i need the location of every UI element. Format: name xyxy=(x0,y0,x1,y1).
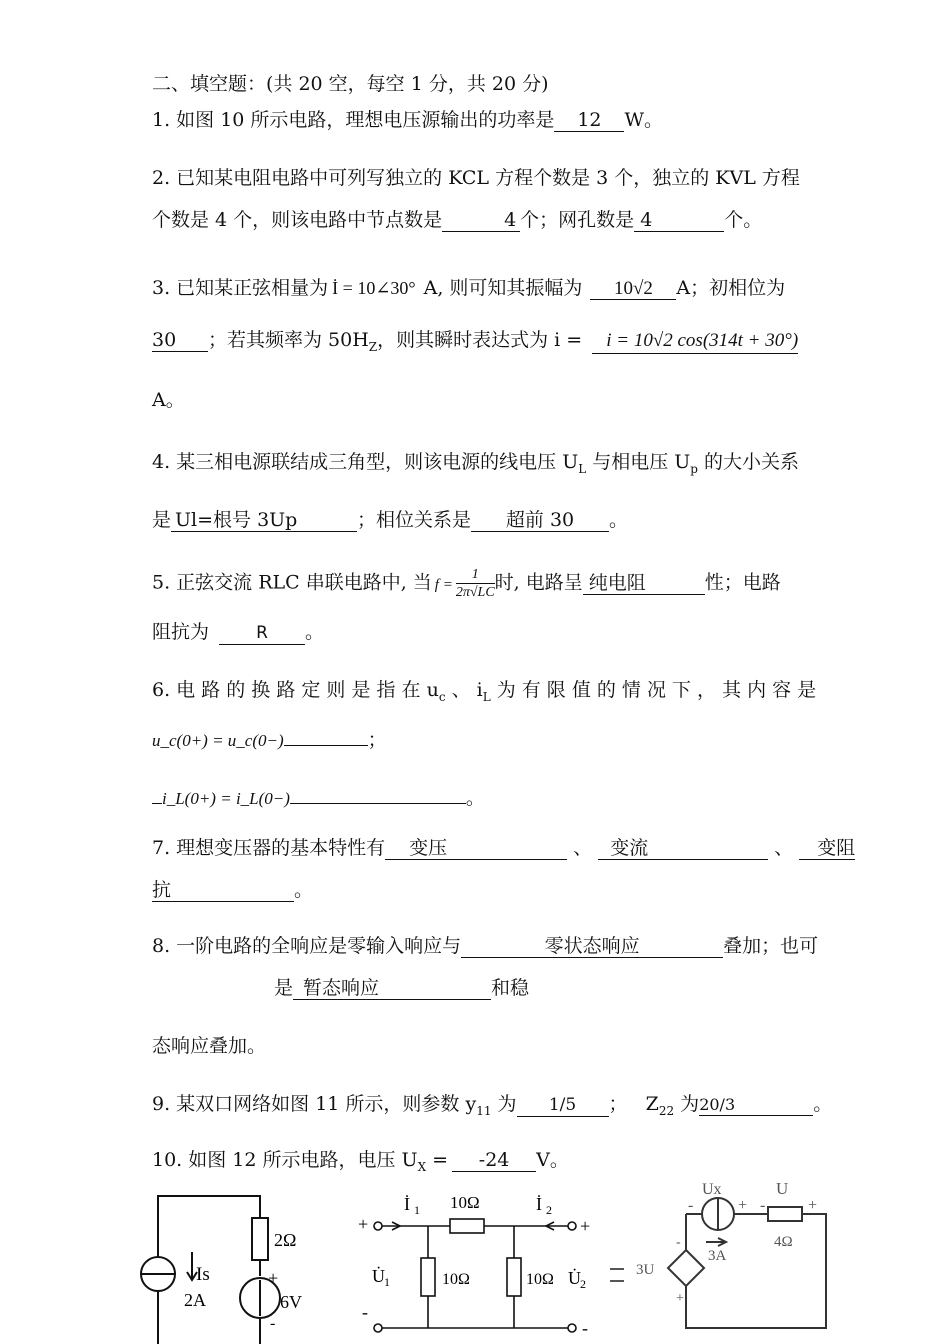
q4-answer-magnitude: Ul=根号 3Up xyxy=(171,510,357,532)
q5-answer-nature: 纯电阻 xyxy=(583,573,705,595)
question-2-line1: 2. 已知某电阻电路中可列写独立的 KCL 方程个数是 3 个，独立的 KVL 方程 xyxy=(152,167,800,189)
question-3-line3: A。 xyxy=(152,389,185,411)
q7-answer-3b: 抗 xyxy=(152,880,294,902)
q1-text: 1. 如图 10 所示电路，理想电压源输出的功率是 xyxy=(152,109,555,131)
q7-answer-3a: 变阻 xyxy=(799,838,855,860)
q3-text-a: 3. 已知某正弦相量为 xyxy=(152,277,329,299)
fig11-u1: U̇ xyxy=(372,1266,385,1286)
q3-text-e: ，则其瞬时表达式为 i = xyxy=(377,329,583,351)
q4-sub-p: p xyxy=(690,461,698,476)
q2-text-c: 个。 xyxy=(724,209,763,231)
fig12-dep-source: 3U xyxy=(636,1262,655,1278)
q6-equation-1: u_c(0+) = u_c(0−) xyxy=(152,731,284,750)
q2-answer-nodes: 4 xyxy=(442,210,520,232)
question-9 xyxy=(152,1092,832,1123)
q9-text-c: ； Z xyxy=(608,1093,659,1115)
q9-text-b: 为 xyxy=(491,1093,517,1115)
fig11-i2-sub: 2 xyxy=(546,1203,552,1217)
q3-text-d: ；若其频率为 50H xyxy=(208,329,369,351)
question-5-line1 xyxy=(152,566,781,601)
question-3-line1 xyxy=(152,276,785,300)
q6-eq2-lead xyxy=(152,803,162,804)
q3-text-c: A；初相位为 xyxy=(676,277,786,299)
figure-separator-mark xyxy=(610,1268,624,1282)
question-4-line1 xyxy=(152,450,799,481)
q9-answer-z22: 20/3 xyxy=(699,1094,813,1116)
q6-text-a: 6. 电 路 的 换 路 定 则 是 指 在 u xyxy=(152,679,439,701)
fig11-minus-right: - xyxy=(582,1318,588,1338)
q5-f-lhs: f = xyxy=(434,576,453,593)
q10-text-b: = xyxy=(426,1149,449,1171)
q6-sub-l: L xyxy=(482,689,491,704)
question-6-line2 xyxy=(152,728,387,753)
q4-text-a: 4. 某三相电源联结成三角型，则该电源的线电压 U xyxy=(152,451,579,473)
q2-text-b: 个；网孔数是 xyxy=(520,209,635,231)
question-5-line2 xyxy=(152,620,324,645)
fig12-plus-3: + xyxy=(676,1291,684,1306)
q3-phasor: İ = 10∠30° xyxy=(332,278,416,298)
q3-phase: 30 xyxy=(152,330,208,352)
q4-answer-phase: 超前 30 xyxy=(471,510,609,532)
q8-text-a: 8. 一阶电路的全响应是零输入响应与 xyxy=(152,935,462,957)
q7-end: 。 xyxy=(294,879,314,901)
q3-amplitude: 10√2 xyxy=(590,278,676,300)
fig12-ux: Ux xyxy=(702,1181,722,1198)
q2-answer-meshes: 4 xyxy=(634,210,724,232)
q10-sub: X xyxy=(417,1159,427,1174)
q9-text-a: 9. 某双口网络如图 11 所示，则参数 y xyxy=(152,1093,477,1115)
figure-10-circuit xyxy=(136,1188,326,1344)
question-8-line1 xyxy=(152,934,818,958)
fig11-plus-right: + xyxy=(580,1216,591,1236)
q7-sep-1: 、 xyxy=(573,837,593,859)
q4-text-c: 的大小关系 xyxy=(697,451,800,473)
figure-12-circuit xyxy=(636,1180,840,1344)
question-6-line3 xyxy=(152,786,485,811)
question-8-line2 xyxy=(274,976,529,1000)
q5-fraction-den: 2π√LC xyxy=(455,585,495,600)
q6-text-b: 、 i xyxy=(445,679,483,701)
q4-text-e: ；相位关系是 xyxy=(357,509,472,531)
fig12-current: 3A xyxy=(708,1248,727,1264)
fig11-u2-sub: 2 xyxy=(580,1277,586,1291)
question-1 xyxy=(152,108,663,132)
q9-answer-y11: 1/5 xyxy=(517,1095,609,1117)
question-2-line2 xyxy=(152,208,762,232)
q5-text-a: 5. 正弦交流 RLC 串联电路中, 当 xyxy=(152,571,432,594)
q5-text-b: 时, 电路呈 xyxy=(494,571,583,594)
q1-unit: W。 xyxy=(624,109,663,131)
q8-answer-1: 零状态响应 xyxy=(461,936,723,958)
q2-text-a: 个数是 4 个，则该电路中节点数是 xyxy=(152,209,443,231)
question-7-line1 xyxy=(152,836,855,860)
question-7-line2 xyxy=(152,878,313,902)
q6-text-c: 为 有 限 值 的 情 况 下 ， 其 内 容 是 xyxy=(490,679,817,701)
q7-answer-1: 变压 xyxy=(385,838,567,860)
q9-sub-1: 11 xyxy=(476,1103,492,1118)
q1-answer: 12 xyxy=(554,110,624,132)
q6-eq2-end: 。 xyxy=(465,787,485,809)
fig12-plus-1: + xyxy=(738,1197,748,1214)
question-6-line1 xyxy=(152,678,816,709)
q8-text-b: 叠加；也可 xyxy=(723,935,819,957)
fig11-u1-sub: 1 xyxy=(384,1275,390,1289)
q6-equation-2: i_L(0+) = i_L(0−) xyxy=(162,789,290,808)
fig11-i1: İ xyxy=(404,1194,410,1214)
fig10-minus: - xyxy=(270,1315,276,1332)
q7-answer-2: 变流 xyxy=(598,838,768,860)
q9-end: 。 xyxy=(813,1093,833,1115)
fig12-minus-3: - xyxy=(676,1235,681,1250)
fig11-r-right: 10Ω xyxy=(526,1271,554,1288)
fig11-r-left: 10Ω xyxy=(442,1271,470,1288)
q6-sub-c: c xyxy=(438,689,446,704)
q3-expression: i = 10√2 cos(314t + 30°) xyxy=(592,329,798,354)
question-10 xyxy=(152,1148,569,1179)
q5-fraction xyxy=(456,566,495,601)
q7-sep-2: 、 xyxy=(774,837,794,859)
question-4-line2 xyxy=(152,508,628,532)
q4-sub-l: L xyxy=(578,461,587,476)
q6-eq2-blank xyxy=(290,803,466,804)
q6-eq1-blank xyxy=(284,745,368,746)
q5-text-c: 性；电路 xyxy=(704,571,781,594)
q8-answer-2: 暂态响应 xyxy=(293,978,491,1000)
q5-fraction-num: 1 xyxy=(456,566,495,584)
fig11-i2: İ xyxy=(536,1194,542,1214)
fig12-plus-2: + xyxy=(808,1197,818,1214)
fig12-minus-2: - xyxy=(760,1197,766,1214)
fig12-minus-1: - xyxy=(688,1197,694,1214)
question-3-line2 xyxy=(152,328,798,359)
figure-11-two-port xyxy=(352,1186,608,1344)
q9-text-d: 为 xyxy=(674,1093,700,1115)
fig11-minus-left: - xyxy=(362,1302,368,1322)
q10-end: V。 xyxy=(536,1149,569,1171)
fig11-u2: U̇ xyxy=(568,1268,581,1288)
fig11-plus-left: + xyxy=(358,1214,369,1234)
section-title: 二、填空题：(共 20 空，每空 1 分，共 20 分) xyxy=(152,73,549,95)
fig11-i1-sub: 1 xyxy=(414,1203,420,1217)
fig10-v-label: 6V xyxy=(280,1292,302,1312)
q10-text-a: 10. 如图 12 所示电路，电压 U xyxy=(152,1149,418,1171)
fig10-r-label: 2Ω xyxy=(274,1230,297,1250)
q9-sub-2: 22 xyxy=(658,1103,675,1118)
fig11-r-series: 10Ω xyxy=(450,1193,480,1212)
q10-answer: -24 xyxy=(452,1150,536,1172)
fig10-is-value: 2A xyxy=(184,1290,206,1310)
q5-text-e: 。 xyxy=(305,621,325,643)
q5-answer-impedance: R xyxy=(219,623,305,645)
q3-text-b: A, 则可知其振幅为 xyxy=(423,277,583,299)
question-8-line3: 态响应叠加。 xyxy=(152,1035,267,1057)
q6-eq1-end: ； xyxy=(367,729,387,751)
fig12-r: 4Ω xyxy=(774,1234,793,1250)
fig10-is-label: Is xyxy=(196,1264,210,1285)
q5-text-d: 阻抗为 xyxy=(152,621,210,643)
fig12-u: U xyxy=(776,1180,789,1198)
q4-text-b: 与相电压 U xyxy=(586,451,691,473)
q8-text-c: 是 xyxy=(274,977,294,999)
fig10-plus: + xyxy=(268,1268,279,1288)
q4-text-f: 。 xyxy=(609,509,629,531)
q8-text-d: 和稳 xyxy=(491,977,530,999)
q7-text: 7. 理想变压器的基本特性有 xyxy=(152,837,386,859)
q3-hz-sub: Z xyxy=(368,339,378,354)
q4-text-d: 是 xyxy=(152,509,172,531)
